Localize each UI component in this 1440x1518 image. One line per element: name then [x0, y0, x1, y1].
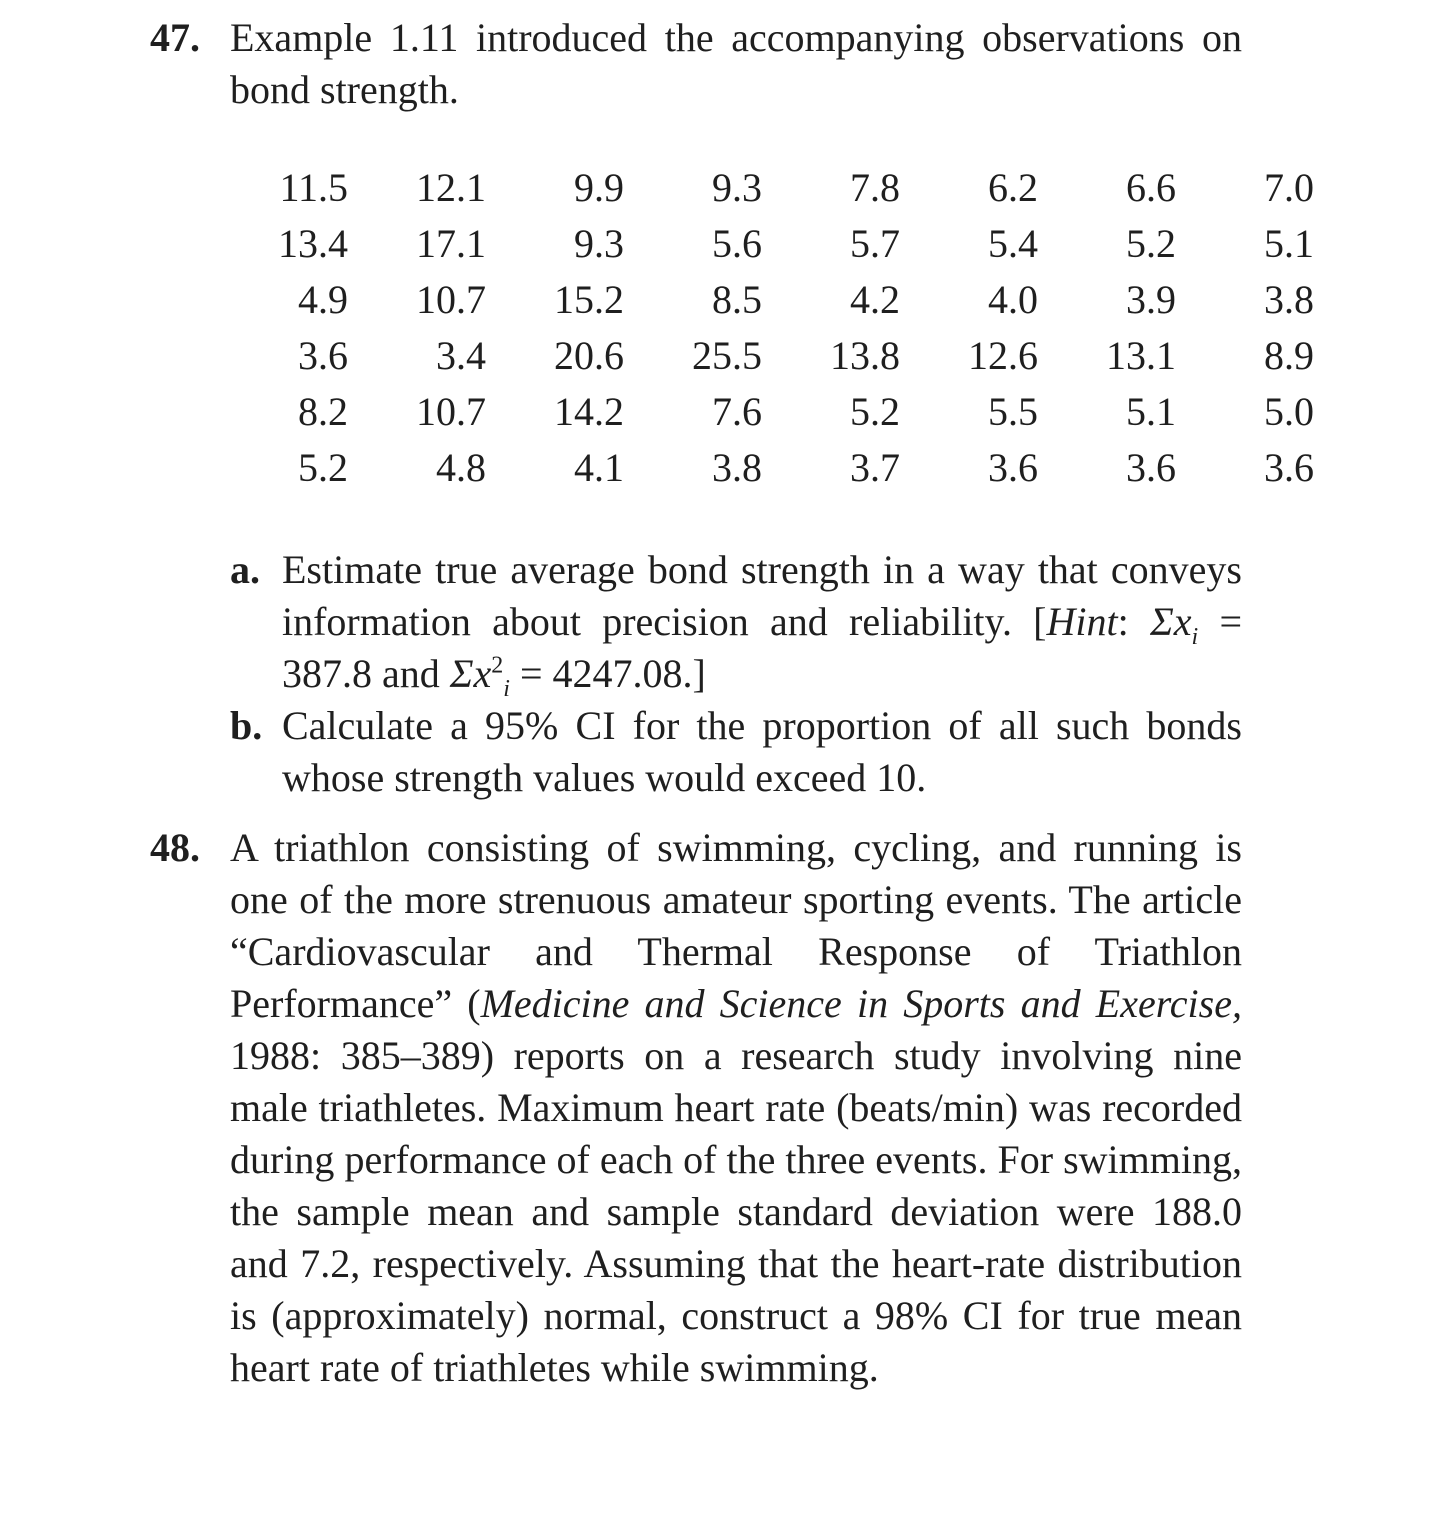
table-cell: 8.9 [1264, 333, 1314, 378]
table-cell: 9.3 [574, 221, 624, 266]
table-cell: 4.0 [988, 277, 1038, 322]
sum-x-squared: Σx [449, 651, 492, 696]
table-cell: 3.6 [988, 445, 1038, 490]
table-cell: 3.6 [298, 333, 348, 378]
table-cell: 9.3 [712, 165, 762, 210]
problem-intro: Example 1.11 introduced the accompanying observations on bond strength. [230, 15, 1242, 112]
table-cell: 5.1 [1264, 221, 1314, 266]
table-cell: 3.6 [1126, 445, 1176, 490]
problem-number: 48. [150, 825, 200, 870]
table-cell: 3.7 [850, 445, 900, 490]
table-cell: 5.2 [298, 445, 348, 490]
table-row [210, 384, 1314, 440]
table-row [210, 328, 1314, 384]
table-cell: 3.8 [712, 445, 762, 490]
table-cell: 5.5 [988, 389, 1038, 434]
table-cell: 5.7 [850, 221, 900, 266]
table-cell: 12.6 [968, 333, 1038, 378]
problem-48 [150, 822, 1242, 1394]
table-cell: 7.0 [1264, 165, 1314, 210]
table-cell: 25.5 [692, 333, 762, 378]
sum-x: Σx [1150, 599, 1192, 644]
table-cell: 14.2 [554, 389, 624, 434]
table-cell: 4.9 [298, 277, 348, 322]
problem-number: 47. [150, 15, 200, 60]
table-cell: 5.4 [988, 221, 1038, 266]
journal-title: Medicine and Science in Sports and Exercise, [480, 981, 1242, 1026]
part-b-text: Calculate a 95% CI for the proportion of all such bonds whose strength values would exceed 10. [282, 703, 1242, 800]
equation-1: = 387.8 and [282, 599, 1242, 696]
superscript-2: 2 [491, 652, 504, 679]
table-cell: 6.6 [1126, 165, 1176, 210]
hint-colon: : [1117, 599, 1150, 644]
problem-47-parts [230, 544, 1242, 804]
table-cell: 5.0 [1264, 389, 1314, 434]
table-row [210, 440, 1314, 496]
table-cell: 8.5 [712, 277, 762, 322]
table-cell: 5.1 [1126, 389, 1176, 434]
table-row [210, 216, 1314, 272]
table-cell: 3.4 [436, 333, 486, 378]
subscript-i: i [1191, 624, 1199, 650]
table-cell: 5.2 [850, 389, 900, 434]
table-cell: 20.6 [554, 333, 624, 378]
part-label: b. [230, 703, 263, 748]
problem-48-text [230, 822, 1242, 1394]
table-cell: 4.8 [436, 445, 486, 490]
table-row [210, 160, 1314, 216]
equation-2: = 4247.08.] [509, 651, 706, 696]
table-cell: 17.1 [416, 221, 486, 266]
table-cell: 11.5 [279, 165, 348, 210]
table-cell: 3.8 [1264, 277, 1314, 322]
table-cell: 3.6 [1264, 445, 1314, 490]
table-cell: 5.2 [1126, 221, 1176, 266]
table-cell: 10.7 [416, 277, 486, 322]
part-a-text: Estimate true average bond strength in a way that conveys information about precision and reliability. [ [282, 547, 1242, 644]
subscript-i-2: i [503, 676, 510, 702]
table-cell: 9.9 [574, 165, 624, 210]
table-cell: 13.4 [278, 221, 348, 266]
table-row [210, 272, 1314, 328]
table-cell: 4.2 [850, 277, 900, 322]
table-cell: 13.8 [830, 333, 900, 378]
problem-47 [150, 12, 1242, 116]
bond-strength-table [210, 160, 1314, 496]
table-cell: 3.9 [1126, 277, 1176, 322]
table-cell: 10.7 [416, 389, 486, 434]
table-cell: 15.2 [554, 277, 624, 322]
part-label: a. [230, 547, 260, 592]
problem-48-text-1: A triathlon consisting of swimming, cycling, and running is one of the more strenuous amateur sporting events. The article “Cardiovascular and Thermal Response of Triathlon Performance” ( [230, 825, 1242, 1026]
table-cell: 4.1 [574, 445, 624, 490]
problem-48-text-2: 1988: 385–389) reports on a research study involving nine male triathletes. Maximum heart rate (beats/min) was recorded during performance of each of the three events. For swimming, the sample mean and sample standard deviation were 188.0 and 7.2, respectively. Assuming that the heart-rate distribution is (approximately) normal, construct a 98% CI for true mean heart rate of triathletes while swimming. [230, 1033, 1242, 1390]
table-cell: 6.2 [988, 165, 1038, 210]
table-cell: 7.8 [850, 165, 900, 210]
table-cell: 13.1 [1106, 333, 1176, 378]
part-b [230, 700, 1242, 804]
table-cell: 8.2 [298, 389, 348, 434]
table-cell: 7.6 [712, 389, 762, 434]
hint-word: Hint [1046, 599, 1118, 644]
table-cell: 12.1 [416, 165, 486, 210]
table-cell: 5.6 [712, 221, 762, 266]
part-a [230, 544, 1242, 700]
